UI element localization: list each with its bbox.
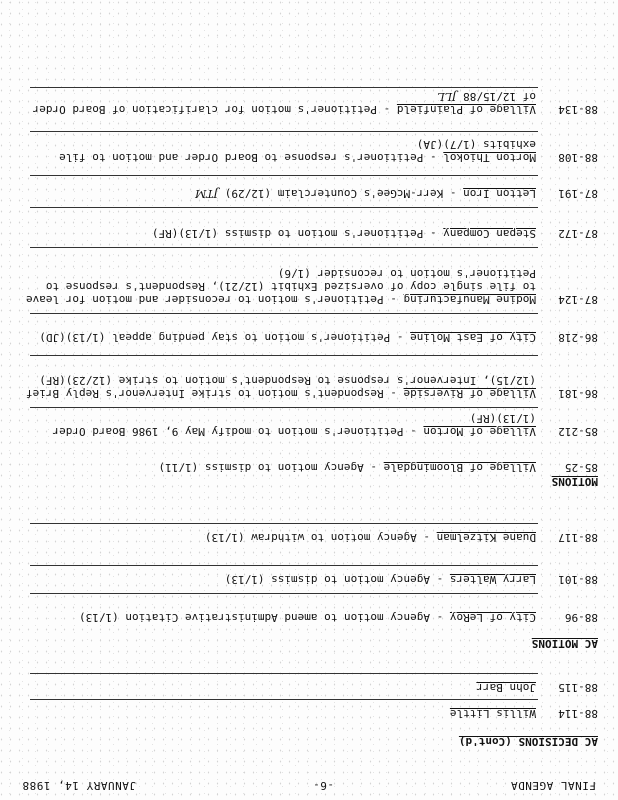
entry-title: Larry Walters <box>449 573 536 586</box>
entry-title: Willis Little <box>449 707 536 720</box>
entry-description: - Agency motion to withdraw (1/13) <box>204 531 437 544</box>
docket-number: 88-96 <box>564 611 598 624</box>
header-page-number: -6- <box>312 779 334 792</box>
entry-title: Village of Morton <box>423 425 536 438</box>
divider <box>30 313 538 314</box>
divider <box>30 175 538 176</box>
list-item <box>22 611 598 624</box>
list-item <box>22 187 598 200</box>
docket-number: 87-124 <box>558 293 598 306</box>
header-date: JANUARY 14, 1988 <box>22 779 136 792</box>
entry-description: - Petitioner's motion to modify May 9, 1986 Board Order (1/13)(RF) <box>52 412 536 438</box>
list-item <box>22 374 598 400</box>
entry-description: - Petitioner's motion to dismiss (1/13)(RF) <box>151 227 444 240</box>
list-item <box>22 267 598 306</box>
divider <box>30 131 538 132</box>
list-item <box>22 461 598 474</box>
docket-number: 88-134 <box>558 103 598 116</box>
entry-description: - Petitioner's motion for clarification of Board Order of 12/15/88 <box>32 90 536 116</box>
divider <box>30 673 538 674</box>
divider <box>30 523 538 524</box>
entry-description: - Kerr-McGee's Counterclaim (12/29) <box>224 187 464 200</box>
divider <box>30 565 538 566</box>
list-item <box>22 531 598 544</box>
section-motions: MOTIONS <box>551 475 598 488</box>
entry-title: Duane Kitzelman <box>436 531 536 544</box>
divider <box>30 247 538 248</box>
entry-description: - Petitioner's motion to stay pending appeal (1/13)(JD) <box>39 331 411 344</box>
entry-title: Morton Thiokol <box>443 151 536 164</box>
docket-number: 85-25 <box>564 461 598 474</box>
entry-description: - Agency motion to amend Administrative Citation (1/13) <box>79 611 450 624</box>
entry-description: - Respondent's motion to strike Intervenor's Reply Brief (12/15), Intervenor's response to Respondent's motion to strike (12/23)(RF) <box>26 374 536 400</box>
entry-description: - Petitioner's response to Board Order and motion to file exhibits (1/7)(JA) <box>59 138 536 164</box>
list-item <box>22 681 598 694</box>
list-item <box>22 227 598 240</box>
handwritten-initials: JLL <box>437 90 457 103</box>
docket-number: 86-218 <box>558 331 598 344</box>
docket-number: 86-181 <box>558 387 598 400</box>
docket-number: 88-114 <box>558 707 598 720</box>
entry-title: City of LeRoy <box>449 611 536 624</box>
page-header <box>22 779 596 792</box>
section-ac-decisions: AC DECISIONS (Cont'd) <box>458 735 598 748</box>
docket-number: 88-108 <box>558 151 598 164</box>
entry-title: Letton Iron <box>463 187 536 200</box>
entry-title: City of East Moline <box>410 331 536 344</box>
list-item <box>22 573 598 586</box>
section-ac-motions: AC MOTIONS <box>531 637 598 650</box>
docket-number: 88-115 <box>558 681 598 694</box>
entry-title: Village of Bloomingdale <box>383 461 536 474</box>
list-item <box>22 412 598 438</box>
list-item <box>22 707 598 720</box>
entry-title: Village of Riverside <box>403 387 536 400</box>
list-item <box>22 138 598 164</box>
docket-number: 85-212 <box>558 425 598 438</box>
entry-description: - Petitioner's motion to reconsider and motion for leave to file single copy of oversized Exhibit (12/21), Respondent's response to Petitioner's motion to reconsider (1/6) <box>26 267 536 306</box>
divider <box>30 355 538 356</box>
divider <box>30 407 538 408</box>
docket-number: 88-101 <box>558 573 598 586</box>
docket-number: 87-172 <box>558 227 598 240</box>
entry-title: Stepan Company <box>443 227 536 240</box>
entry-title: Village of Plainfield <box>396 103 536 116</box>
entry-description: - Agency motion to dismiss (1/11) <box>158 461 384 474</box>
entry-title: John Barr <box>476 681 536 694</box>
entry-title: Modine Manufacturing <box>403 293 536 306</box>
divider <box>30 699 538 700</box>
divider <box>30 593 538 594</box>
divider <box>30 87 538 88</box>
divider <box>30 207 538 208</box>
docket-number: 87-191 <box>558 187 598 200</box>
entry-description: - Agency motion to dismiss (1/13) <box>224 573 450 586</box>
list-item <box>22 90 598 116</box>
docket-number: 88-117 <box>558 531 598 544</box>
list-item <box>22 331 598 344</box>
handwritten-initials: JTM <box>195 187 219 200</box>
header-left: FINAL AGENDA <box>510 779 596 792</box>
